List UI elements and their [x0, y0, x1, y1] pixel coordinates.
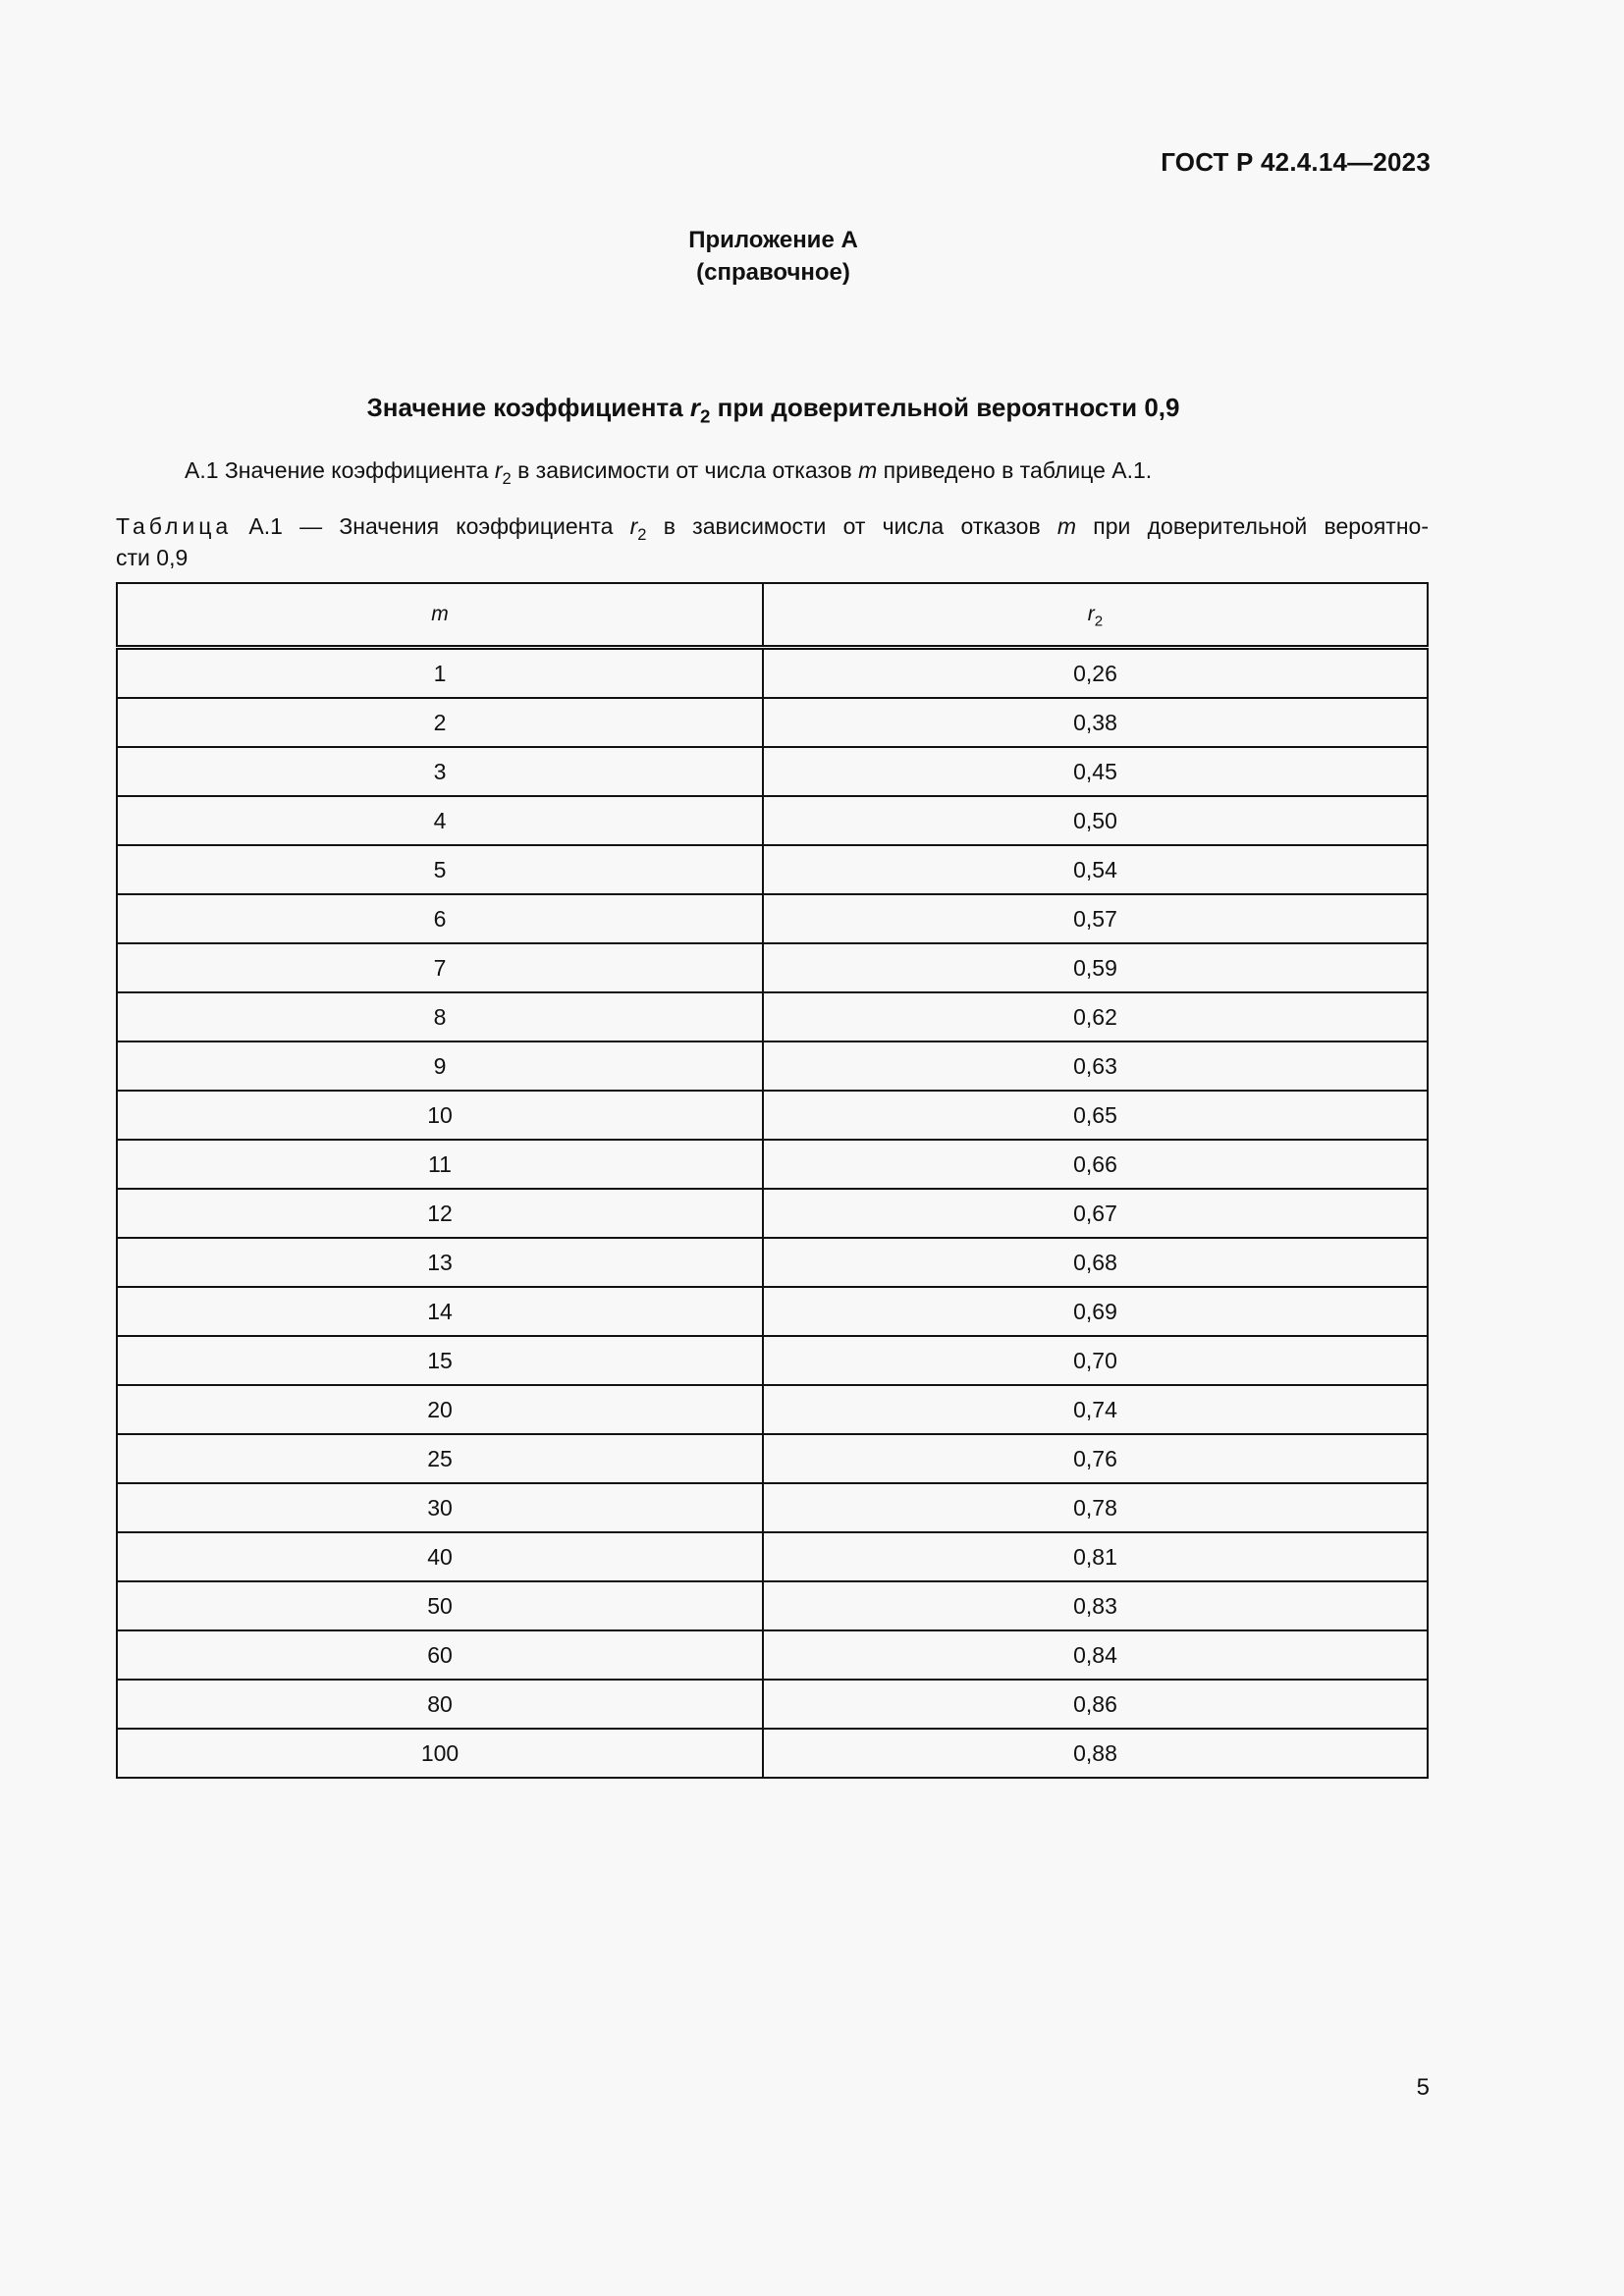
paragraph-var-r: r [494, 457, 503, 483]
table-row [117, 845, 1428, 894]
column-header-r2 [763, 583, 1428, 648]
table-row [117, 894, 1428, 943]
table-caption-line2: сти 0,9 [116, 545, 189, 570]
cell-r2: 0,74 [763, 1385, 1428, 1434]
cell-m: 7 [117, 943, 763, 992]
paragraph-pre: А.1 Значение коэффициента [185, 457, 495, 483]
table-row [117, 1041, 1428, 1091]
table-row [117, 1483, 1428, 1532]
cell-r2: 0,62 [763, 992, 1428, 1041]
column-header-r2-var: r [1087, 603, 1095, 625]
cell-r2: 0,76 [763, 1434, 1428, 1483]
cell-r2: 0,59 [763, 943, 1428, 992]
table-row [117, 992, 1428, 1041]
table-row [117, 648, 1428, 699]
table-caption-var-m: m [1056, 513, 1077, 539]
cell-m: 5 [117, 845, 763, 894]
cell-m: 10 [117, 1091, 763, 1140]
table-caption-var-r: r [629, 513, 638, 539]
paragraph-post: приведено в таблице А.1. [877, 457, 1153, 483]
cell-r2: 0,38 [763, 698, 1428, 747]
page-number: 5 [1416, 2074, 1430, 2101]
section-title [0, 393, 1546, 427]
cell-m: 15 [117, 1336, 763, 1385]
cell-m: 6 [117, 894, 763, 943]
paragraph-var-m: m [858, 457, 878, 483]
paragraph-mid: в зависимости от числа отказов [511, 457, 859, 483]
cell-r2: 0,69 [763, 1287, 1428, 1336]
cell-m: 100 [117, 1729, 763, 1778]
table-header-row [117, 583, 1428, 648]
cell-r2: 0,83 [763, 1581, 1428, 1630]
cell-m: 30 [117, 1483, 763, 1532]
section-title-var: r [689, 393, 700, 422]
cell-r2: 0,65 [763, 1091, 1428, 1140]
table-row [117, 1581, 1428, 1630]
table-caption-sub: 2 [637, 524, 647, 544]
table-caption [116, 510, 1429, 573]
cell-r2: 0,88 [763, 1729, 1428, 1778]
cell-r2: 0,63 [763, 1041, 1428, 1091]
table-body [117, 648, 1428, 1779]
column-header-m [117, 583, 763, 648]
table-row [117, 747, 1428, 796]
paragraph-sub: 2 [502, 468, 512, 488]
cell-r2: 0,54 [763, 845, 1428, 894]
table-row [117, 1385, 1428, 1434]
appendix-heading [0, 224, 1546, 289]
cell-m: 8 [117, 992, 763, 1041]
cell-m: 60 [117, 1630, 763, 1680]
table-row [117, 796, 1428, 845]
table-row [117, 1336, 1428, 1385]
cell-m: 80 [117, 1680, 763, 1729]
cell-m: 1 [117, 648, 763, 699]
cell-m: 50 [117, 1581, 763, 1630]
cell-m: 9 [117, 1041, 763, 1091]
cell-m: 14 [117, 1287, 763, 1336]
cell-m: 20 [117, 1385, 763, 1434]
section-title-sub: 2 [699, 405, 711, 427]
cell-r2: 0,26 [763, 648, 1428, 699]
appendix-title: Приложение А [688, 227, 858, 253]
column-header-r2-sub: 2 [1094, 613, 1104, 630]
table-row [117, 1189, 1428, 1238]
table-row [117, 943, 1428, 992]
cell-m: 4 [117, 796, 763, 845]
cell-r2: 0,70 [763, 1336, 1428, 1385]
cell-m: 2 [117, 698, 763, 747]
table-caption-label: Таблица [116, 513, 233, 539]
table-row [117, 1091, 1428, 1140]
table-caption-post1: при доверительной вероятно- [1076, 513, 1429, 539]
table-row [117, 1729, 1428, 1778]
cell-m: 12 [117, 1189, 763, 1238]
table-row [117, 1238, 1428, 1287]
table-caption-mid: в зависимости от числа отказов [646, 513, 1057, 539]
cell-r2: 0,45 [763, 747, 1428, 796]
table-row [117, 1630, 1428, 1680]
paragraph-a1 [185, 457, 1153, 488]
document-code: ГОСТ Р 42.4.14—2023 [1161, 147, 1431, 177]
table-row [117, 1680, 1428, 1729]
column-header-m-var: m [431, 603, 449, 625]
section-title-post: при доверительной вероятности 0,9 [710, 393, 1180, 422]
cell-m: 25 [117, 1434, 763, 1483]
cell-r2: 0,81 [763, 1532, 1428, 1581]
cell-r2: 0,57 [763, 894, 1428, 943]
cell-r2: 0,67 [763, 1189, 1428, 1238]
cell-r2: 0,68 [763, 1238, 1428, 1287]
cell-r2: 0,84 [763, 1630, 1428, 1680]
cell-m: 11 [117, 1140, 763, 1189]
table-row [117, 1140, 1428, 1189]
table-row [117, 1434, 1428, 1483]
table-row [117, 1287, 1428, 1336]
cell-m: 3 [117, 747, 763, 796]
table-caption-pre: А.1 — Значения коэффициента [232, 513, 630, 539]
section-title-pre: Значение коэффициента [366, 393, 690, 422]
appendix-subtitle: (справочное) [696, 259, 850, 286]
table-row [117, 1532, 1428, 1581]
coefficient-table [116, 582, 1429, 1779]
cell-r2: 0,66 [763, 1140, 1428, 1189]
cell-r2: 0,50 [763, 796, 1428, 845]
cell-r2: 0,86 [763, 1680, 1428, 1729]
cell-m: 40 [117, 1532, 763, 1581]
cell-r2: 0,78 [763, 1483, 1428, 1532]
table-caption-line1 [116, 510, 1429, 542]
cell-m: 13 [117, 1238, 763, 1287]
table-row [117, 698, 1428, 747]
